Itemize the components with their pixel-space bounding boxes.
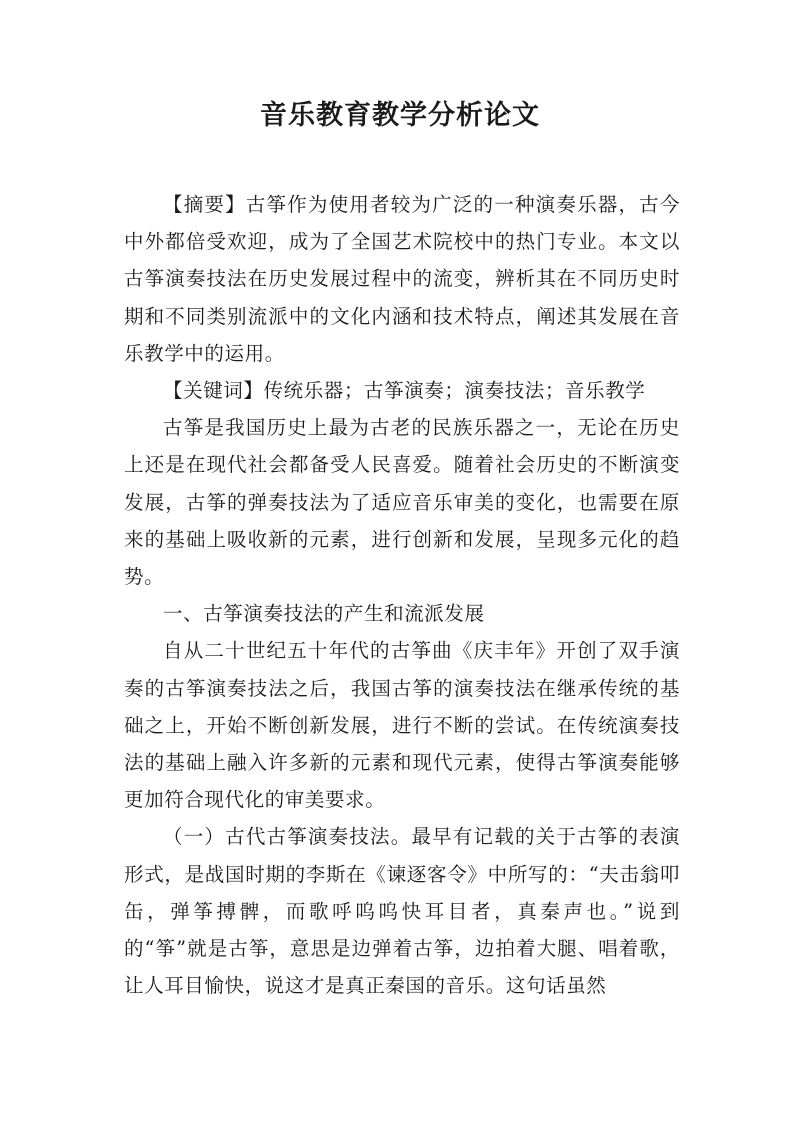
abstract-paragraph: 【摘要】古筝作为使用者较为广泛的一种演奏乐器，古今中外都倍受欢迎，成为了全国艺术院校中的热门专业。本文以古筝演奏技法在历史发展过程中的流变，辨析其在不同历史时期和不同类别流派中的文化内涵和技术特点，阐述其发展在音乐教学中的运用。 — [124, 193, 680, 365]
section-1-paragraph: 自从二十世纪五十年代的古筝曲《庆丰年》开创了双手演奏的古筝演奏技法之后，我国古筝的演奏技法在继承传统的基础之上，开始不断创新发展，进行不断的尝试。在传统演奏技法的基础上融入许多新的元素和现代元素，使得古筝演奏能够更加符合现代化的审美要求。 — [124, 639, 680, 812]
section-heading-1: 一、古筝演奏技法的产生和流派发展 — [163, 602, 485, 626]
document-title: 音乐教育教学分析论文 — [260, 100, 540, 131]
keywords-paragraph: 【关键词】传统乐器；古筝演奏；演奏技法；音乐教学 — [163, 379, 646, 403]
document-body — [124, 186, 680, 1004]
intro-paragraph: 古筝是我国历史上最为古老的民族乐器之一，无论在历史上还是在现代社会都备受人民喜爱。随着社会历史的不断演变发展，古筝的弹奏技法为了适应音乐审美的变化，也需要在原来的基础上吸收新的元素，进行创新和发展，呈现多元化的趋势。 — [124, 416, 680, 589]
subsection-1-paragraph: （一）古代古筝演奏技法。最早有记载的关于古筝的表演形式，是战国时期的李斯在《谏逐客令》中所写的：“夫击翁叩缶，弹筝搏髀，而歌呼呜呜快耳目者，真秦声也。”说到的“筝”就是古筝，意思是边弹着古筝，边拍着大腿、唱着歌，让人耳目愉快，说这才是真正秦国的音乐。这句话虽然 — [124, 825, 680, 998]
